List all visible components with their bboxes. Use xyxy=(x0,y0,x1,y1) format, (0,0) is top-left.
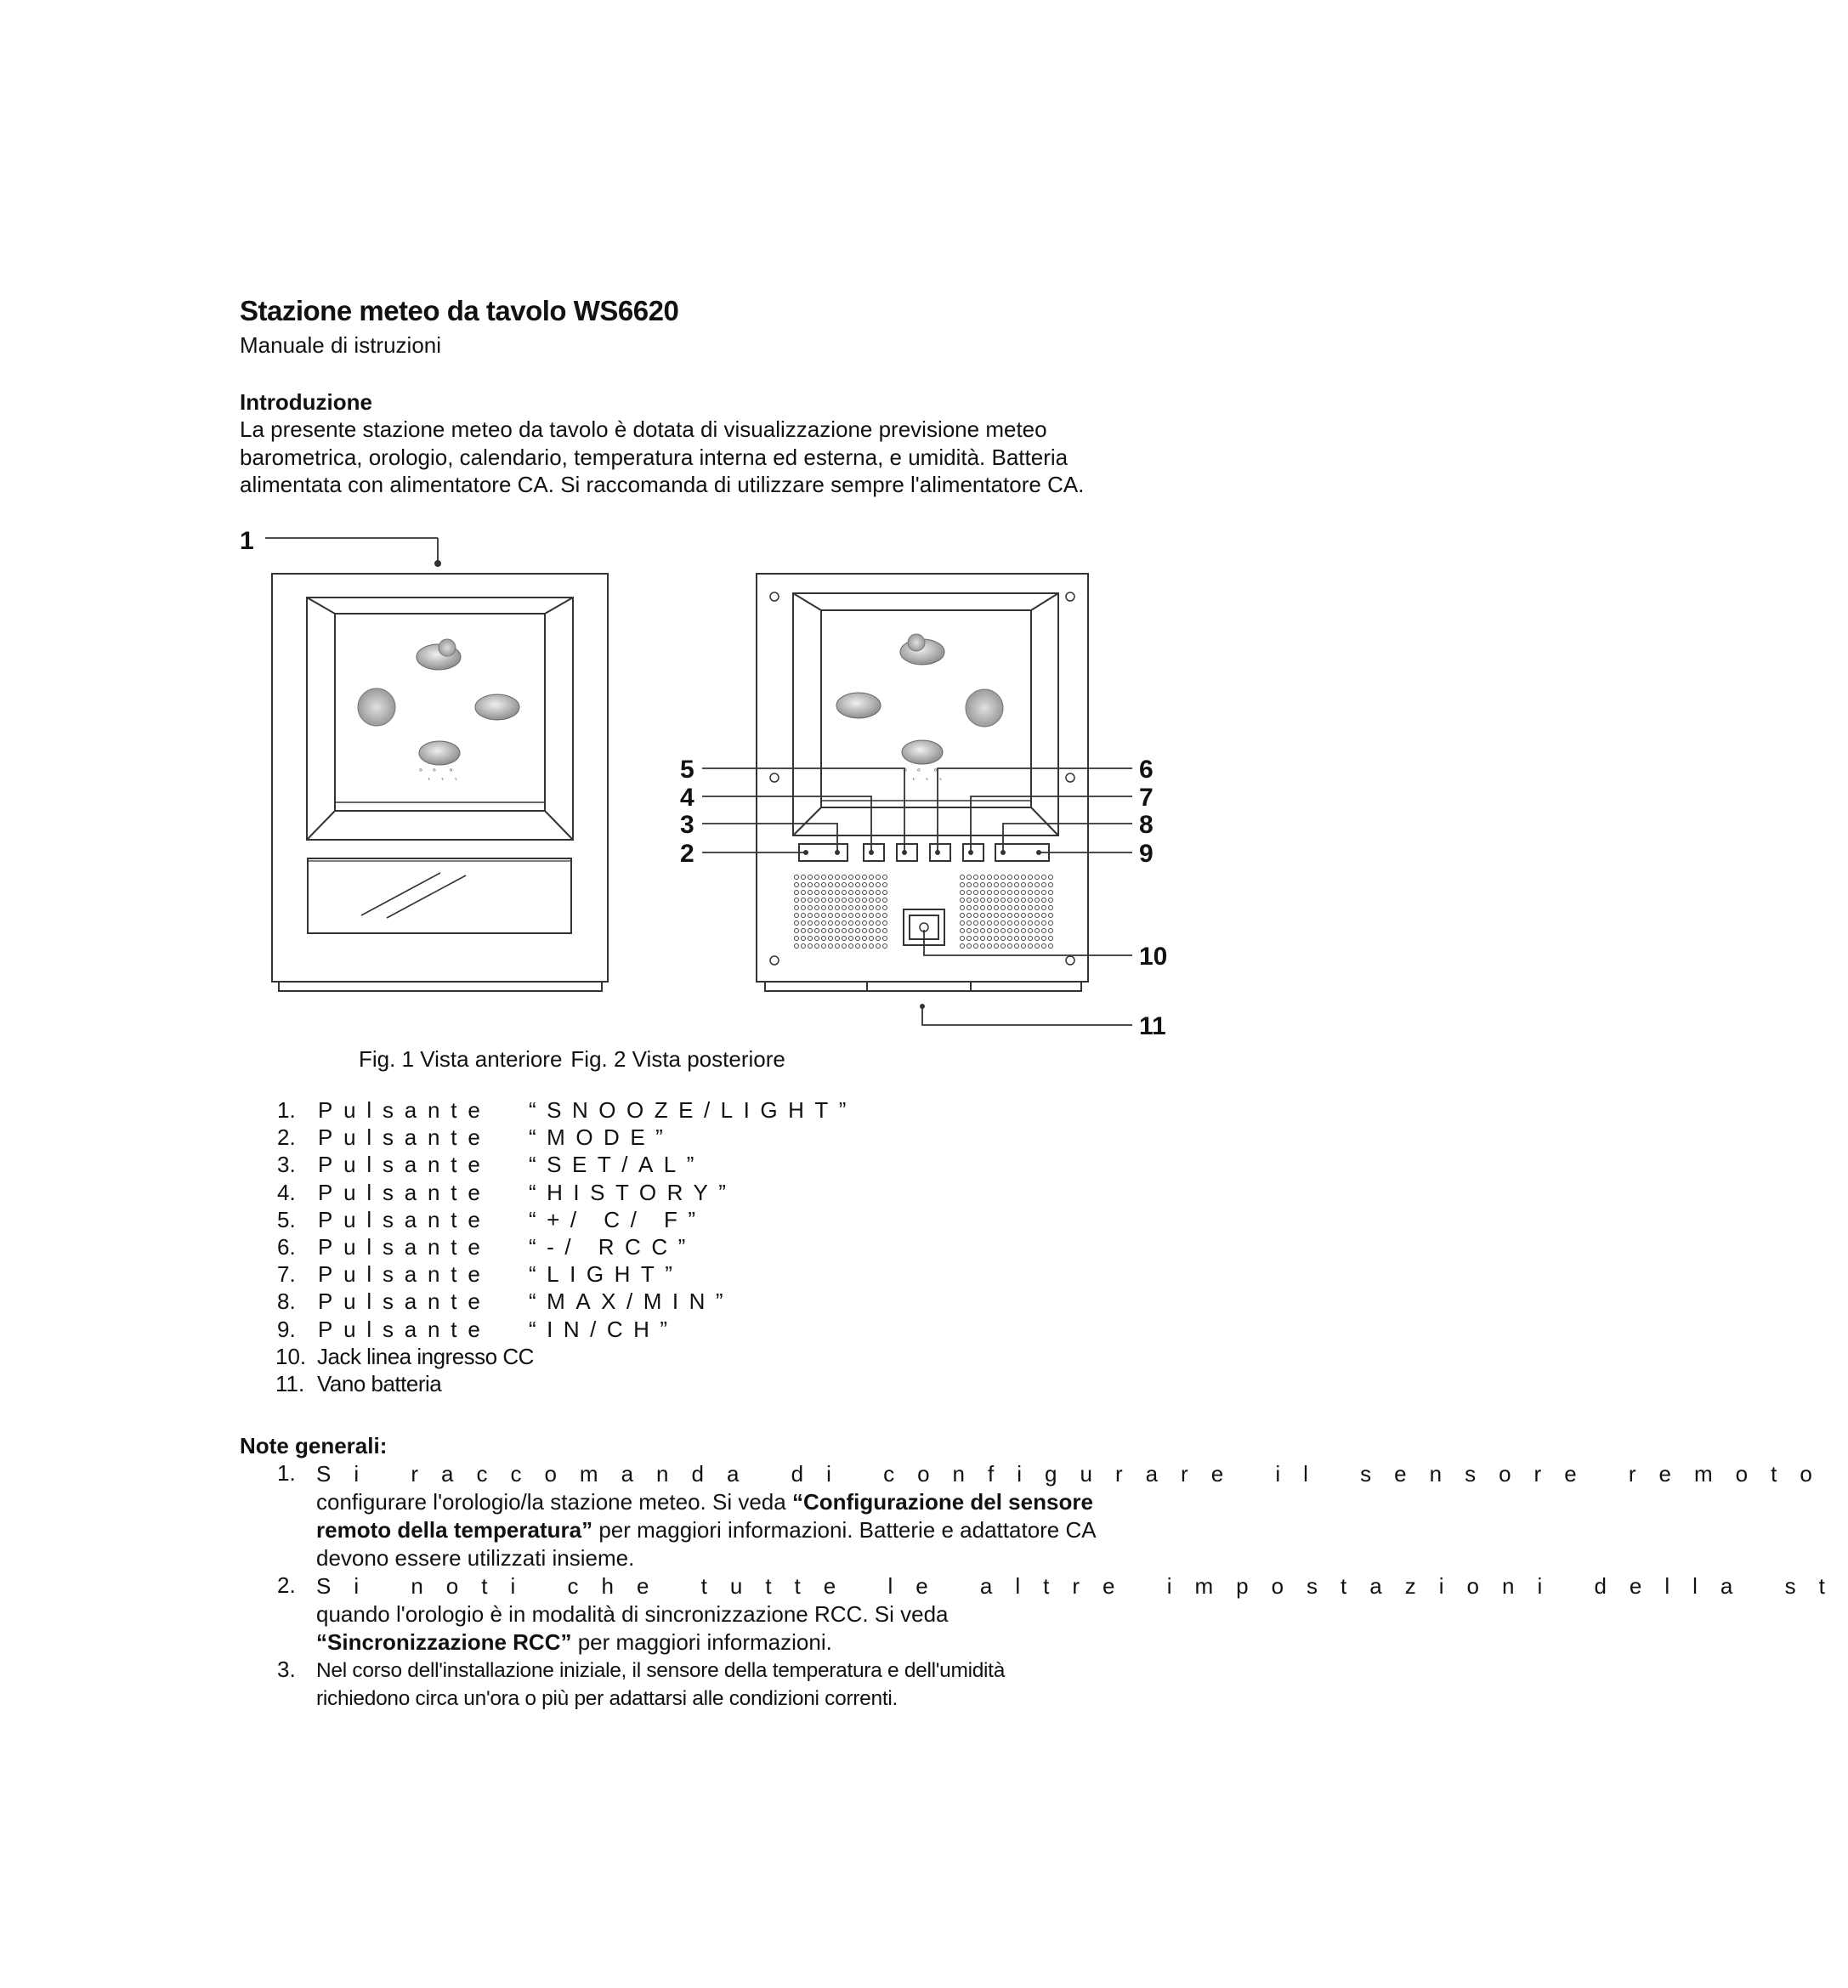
note-number: 2. xyxy=(277,1572,296,1598)
intro-line: alimentata con alimentatore CA. Si raccomanda di utilizzare sempre l'alimentatore CA. xyxy=(240,472,1085,497)
callout-8: 8 xyxy=(1139,811,1154,839)
item-number: 9. xyxy=(277,1316,296,1342)
note-line: richiedono circa un'ora o più per adattarsi alle condizioni correnti. xyxy=(316,1687,898,1710)
item-number: 8. xyxy=(277,1289,296,1315)
note-line: Si noti che tutte le altre impostazioni della st xyxy=(316,1573,1848,1599)
notes-list xyxy=(277,1460,1848,1713)
document-title: Stazione meteo da tavolo WS6620 xyxy=(240,295,679,326)
speaker-grille-right xyxy=(961,875,1053,949)
item-text: Jack linea ingresso CC xyxy=(317,1343,534,1369)
svg-text:˚ ˛˚ ˛ ˚˛: ˚ ˛˚ ˛ ˚˛ xyxy=(903,768,944,780)
item-number: 2. xyxy=(277,1124,296,1151)
front-weather-icons xyxy=(358,639,519,780)
intro-paragraph xyxy=(240,416,1217,499)
svg-text:˚ ˛˚ ˛ ˚˛: ˚ ˛˚ ˛ ˚˛ xyxy=(418,768,459,780)
item-number: 11. xyxy=(275,1370,305,1396)
item-label: Pulsante xyxy=(318,1124,491,1151)
item-label: Pulsante xyxy=(318,1179,491,1205)
callout-9: 9 xyxy=(1139,840,1154,868)
callout-7: 7 xyxy=(1139,784,1154,812)
item-label: Pulsante xyxy=(318,1261,491,1288)
note-emphasis: “Sincronizzazione RCC” xyxy=(316,1629,572,1655)
callout-2: 2 xyxy=(680,840,694,868)
callout-3: 3 xyxy=(680,811,694,839)
item-value: “SNOOZE/LIGHT” xyxy=(529,1097,857,1123)
item-number: 3. xyxy=(277,1152,296,1178)
notes-heading: Note generali: xyxy=(240,1433,388,1458)
note-emphasis: remoto della temperatura” xyxy=(316,1517,593,1543)
callout-6: 6 xyxy=(1139,756,1154,784)
intro-line: La presente stazione meteo da tavolo è dotata di visualizzazione previsione meteo xyxy=(240,416,1047,442)
item-label: Pulsante xyxy=(318,1097,491,1123)
note-item xyxy=(277,1572,1848,1657)
item-number: 4. xyxy=(277,1179,296,1205)
note-line: quando l'orologio è in modalità di sincronizzazione RCC. Si veda xyxy=(316,1601,949,1627)
note-line xyxy=(316,1488,1399,1516)
note-text: per maggiori informazioni. xyxy=(571,1629,832,1655)
note-line xyxy=(316,1628,1399,1657)
item-label: Pulsante xyxy=(318,1316,491,1342)
item-label: Pulsante xyxy=(318,1152,491,1178)
item-value: “MODE” xyxy=(529,1124,674,1151)
item-value: “SET/AL” xyxy=(529,1152,705,1178)
item-value: “IN/CH” xyxy=(529,1316,678,1342)
note-line xyxy=(316,1516,1399,1544)
note-line: Nel corso dell'installazione iniziale, il sensore della temperatura e dell'umidità xyxy=(316,1659,1006,1682)
callout-1: 1 xyxy=(240,527,254,555)
item-value: “-/ RCC” xyxy=(529,1233,696,1260)
caption-front: Fig. 1 Vista anteriore xyxy=(359,1046,563,1072)
callout-4: 4 xyxy=(680,784,694,812)
callout-10: 10 xyxy=(1139,943,1168,971)
intro-line: barometrica, orologio, calendario, temperatura interna ed esterna, e umidità. Batteria xyxy=(240,444,1069,470)
item-number: 1. xyxy=(277,1097,296,1123)
device-figure xyxy=(230,510,1182,1045)
note-item xyxy=(277,1460,1835,1572)
back-weather-icons xyxy=(836,634,1003,780)
item-label: Pulsante xyxy=(318,1206,491,1232)
figure-caption xyxy=(359,1046,785,1073)
note-text: per maggiori informazioni. Batterie e adattatore CA xyxy=(592,1517,1097,1543)
note-item xyxy=(277,1657,1399,1713)
note-line: devono essere utilizzati insieme. xyxy=(316,1545,635,1571)
item-text: Vano batteria xyxy=(317,1370,442,1396)
item-value: “+/ C/ F” xyxy=(529,1206,706,1232)
document-subtitle: Manuale di istruzioni xyxy=(240,332,442,358)
note-emphasis: “Configurazione del sensore xyxy=(791,1489,1093,1515)
item-label: Pulsante xyxy=(318,1233,491,1260)
item-value: “MAX/MIN” xyxy=(529,1289,734,1315)
item-number: 7. xyxy=(277,1261,296,1288)
speaker-grille-left xyxy=(795,875,887,949)
item-label: Pulsante xyxy=(318,1289,491,1315)
item-number: 5. xyxy=(277,1206,296,1232)
note-number: 1. xyxy=(277,1460,296,1486)
item-number: 6. xyxy=(277,1233,296,1260)
item-value: “HISTORY” xyxy=(529,1179,737,1205)
item-value: “LIGHT” xyxy=(529,1261,683,1288)
intro-heading: Introduzione xyxy=(240,389,372,415)
callout-5: 5 xyxy=(680,756,694,784)
note-number: 3. xyxy=(277,1657,296,1682)
caption-back: Fig. 2 Vista posteriore xyxy=(570,1046,785,1072)
callout-11: 11 xyxy=(1139,1012,1166,1040)
item-number: 10. xyxy=(275,1343,307,1369)
note-text: configurare l'orologio/la stazione meteo. Si veda xyxy=(316,1489,792,1515)
note-line: Si raccomanda di configurare il sensore remoto xyxy=(316,1461,1835,1487)
